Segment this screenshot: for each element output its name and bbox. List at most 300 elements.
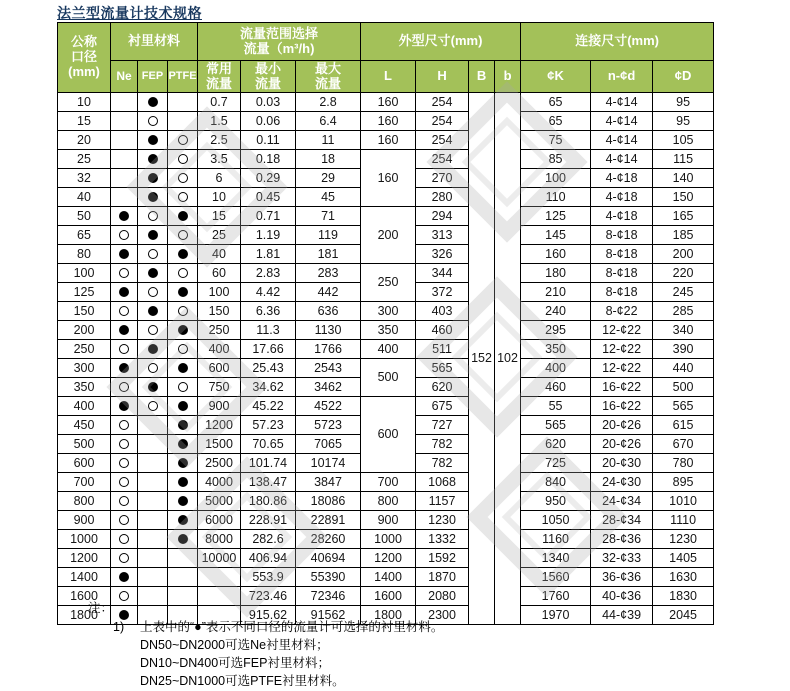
cell-dim-H: 372 (416, 283, 469, 302)
cell-dim-L: 300 (361, 302, 416, 321)
cell-normal-flow: 250 (198, 321, 241, 340)
cell-dim-H: 280 (416, 188, 469, 207)
filled-dot-icon (148, 382, 158, 392)
lining-fep-cell (138, 207, 168, 226)
open-dot-icon (119, 439, 129, 449)
cell-normal-flow: 3.5 (198, 150, 241, 169)
table-row (58, 207, 714, 226)
open-dot-icon (178, 173, 188, 183)
lining-ne-cell (111, 473, 138, 492)
lining-fep-cell (138, 530, 168, 549)
open-dot-icon (178, 135, 188, 145)
cell-max-flow: 3847 (296, 473, 361, 492)
note-line-1: 上表中的“●”表示不同口径的流量计可选择的衬里材料。 (140, 620, 444, 634)
cell-conn-D: 895 (653, 473, 714, 492)
cell-nominal-diameter: 65 (58, 226, 111, 245)
cell-normal-flow: 1200 (198, 416, 241, 435)
cell-min-flow: 1.19 (241, 226, 296, 245)
cell-conn-K: 65 (521, 93, 591, 112)
cell-normal-flow: 100 (198, 283, 241, 302)
filled-dot-icon (148, 97, 158, 107)
cell-conn-K: 1050 (521, 511, 591, 530)
cell-max-flow: 119 (296, 226, 361, 245)
header-normal-flow-line1: 常用 (205, 60, 232, 76)
cell-normal-flow: 750 (198, 378, 241, 397)
lining-ne-cell (111, 321, 138, 340)
cell-max-flow: 283 (296, 264, 361, 283)
lining-ptfe-cell (168, 93, 198, 112)
cell-conn-D: 340 (653, 321, 714, 340)
header-lining-ptfe: PTFE (168, 61, 198, 93)
lining-ptfe-cell (168, 302, 198, 321)
cell-max-flow: 45 (296, 188, 361, 207)
cell-min-flow: 11.3 (241, 321, 296, 340)
cell-conn-D: 185 (653, 226, 714, 245)
lining-ne-cell (111, 378, 138, 397)
open-dot-icon (178, 154, 188, 164)
cell-conn-K: 210 (521, 283, 591, 302)
note-line-4: DN25~DN1000可选PTFE衬里材料。 (140, 674, 345, 688)
header-dn-line3: (mm) (68, 63, 100, 79)
lining-fep-cell (138, 549, 168, 568)
lining-ne-cell (111, 112, 138, 131)
lining-ptfe-cell (168, 207, 198, 226)
filled-dot-icon (119, 325, 129, 335)
lining-fep-cell (138, 93, 168, 112)
cell-dim-H: 727 (416, 416, 469, 435)
open-dot-icon (178, 306, 188, 316)
cell-max-flow: 28260 (296, 530, 361, 549)
cell-conn-nd: 4-¢14 (591, 150, 653, 169)
lining-ptfe-cell (168, 473, 198, 492)
cell-min-flow: 1.81 (241, 245, 296, 264)
lining-fep-cell (138, 435, 168, 454)
cell-conn-K: 350 (521, 340, 591, 359)
cell-conn-K: 620 (521, 435, 591, 454)
cell-min-flow: 0.45 (241, 188, 296, 207)
lining-ne-cell (111, 283, 138, 302)
open-dot-icon (119, 477, 129, 487)
open-dot-icon (119, 344, 129, 354)
filled-dot-icon (119, 249, 129, 259)
cell-min-flow: 282.6 (241, 530, 296, 549)
open-dot-icon (119, 306, 129, 316)
cell-min-flow: 0.18 (241, 150, 296, 169)
cell-conn-nd: 32-¢33 (591, 549, 653, 568)
cell-conn-nd: 8-¢18 (591, 226, 653, 245)
lining-fep-cell (138, 568, 168, 587)
open-dot-icon (178, 382, 188, 392)
header-row-subcolumns (58, 61, 714, 93)
cell-conn-K: 85 (521, 150, 591, 169)
table-row (58, 264, 714, 283)
cell-conn-K: 180 (521, 264, 591, 283)
header-row-groups (58, 23, 714, 61)
lining-ptfe-cell (168, 378, 198, 397)
cell-min-flow: 0.03 (241, 93, 296, 112)
lining-ptfe-cell (168, 169, 198, 188)
header-max-flow (296, 61, 361, 93)
cell-conn-nd: 8-¢22 (591, 302, 653, 321)
header-lining-fep: FEP (138, 61, 168, 93)
lining-fep-cell (138, 511, 168, 530)
lining-ptfe-cell (168, 397, 198, 416)
cell-normal-flow: 400 (198, 340, 241, 359)
table-row (58, 511, 714, 530)
cell-dim-L: 400 (361, 340, 416, 359)
header-lining-ne: Ne (111, 61, 138, 93)
header-dn-line1: 公称 (70, 34, 97, 50)
cell-conn-K: 1760 (521, 587, 591, 606)
open-dot-icon (178, 230, 188, 240)
open-dot-icon (148, 287, 158, 297)
lining-ne-cell (111, 93, 138, 112)
cell-dim-L: 160 (361, 93, 416, 112)
filled-dot-icon (148, 230, 158, 240)
lining-fep-cell (138, 131, 168, 150)
cell-dim-H: 254 (416, 93, 469, 112)
cell-dim-H: 1068 (416, 473, 469, 492)
cell-dim-L: 160 (361, 112, 416, 131)
note-line-2: DN50~DN2000可选Ne衬里材料； (140, 638, 329, 652)
open-dot-icon (119, 230, 129, 240)
lining-fep-cell (138, 359, 168, 378)
cell-min-flow: 45.22 (241, 397, 296, 416)
lining-fep-cell (138, 340, 168, 359)
cell-conn-D: 780 (653, 454, 714, 473)
header-conn-K: ¢K (521, 61, 591, 93)
open-dot-icon (178, 268, 188, 278)
lining-ptfe-cell (168, 568, 198, 587)
cell-nominal-diameter: 15 (58, 112, 111, 131)
header-dim-H: H (416, 61, 469, 93)
lining-ne-cell (111, 530, 138, 549)
lining-ne-cell (111, 188, 138, 207)
cell-conn-K: 950 (521, 492, 591, 511)
open-dot-icon (148, 211, 158, 221)
lining-ne-cell (111, 492, 138, 511)
cell-min-flow: 553.9 (241, 568, 296, 587)
cell-conn-K: 1160 (521, 530, 591, 549)
table-row (58, 492, 714, 511)
note-item-number: 1) (113, 620, 125, 634)
cell-conn-nd: 28-¢34 (591, 511, 653, 530)
filled-dot-icon (148, 173, 158, 183)
header-dn-line2: 口径 (70, 49, 97, 65)
table-row (58, 397, 714, 416)
filled-dot-icon (178, 363, 188, 373)
lining-fep-cell (138, 473, 168, 492)
cell-conn-D: 500 (653, 378, 714, 397)
notes-section (88, 599, 443, 690)
header-min-flow-line2: 流量 (254, 75, 281, 91)
lining-ne-cell (111, 150, 138, 169)
cell-conn-D: 670 (653, 435, 714, 454)
cell-conn-nd: 12-¢22 (591, 359, 653, 378)
cell-conn-nd: 24-¢34 (591, 492, 653, 511)
cell-max-flow: 10174 (296, 454, 361, 473)
lining-ne-cell (111, 245, 138, 264)
open-dot-icon (148, 363, 158, 373)
cell-nominal-diameter: 450 (58, 416, 111, 435)
cell-normal-flow: 25 (198, 226, 241, 245)
cell-min-flow: 0.29 (241, 169, 296, 188)
lining-ne-cell (111, 131, 138, 150)
cell-conn-D: 565 (653, 397, 714, 416)
lining-ptfe-cell (168, 492, 198, 511)
cell-max-flow: 72346 (296, 587, 361, 606)
lining-ptfe-cell (168, 454, 198, 473)
open-dot-icon (119, 420, 129, 430)
header-dim-B: B (469, 61, 495, 93)
cell-max-flow: 22891 (296, 511, 361, 530)
lining-ptfe-cell (168, 530, 198, 549)
cell-min-flow: 25.43 (241, 359, 296, 378)
cell-conn-K: 1970 (521, 606, 591, 625)
table-row (58, 530, 714, 549)
cell-dim-H: 565 (416, 359, 469, 378)
cell-dim-H: 403 (416, 302, 469, 321)
cell-dim-L: 1400 (361, 568, 416, 587)
filled-dot-icon (119, 211, 129, 221)
cell-nominal-diameter: 300 (58, 359, 111, 378)
cell-min-flow: 6.36 (241, 302, 296, 321)
cell-min-flow: 723.46 (241, 587, 296, 606)
cell-dim-L: 160 (361, 150, 416, 207)
cell-dim-H: 326 (416, 245, 469, 264)
header-max-flow-line1: 最大 (315, 60, 342, 76)
filled-dot-icon (148, 135, 158, 145)
lining-fep-cell (138, 245, 168, 264)
table-row (58, 131, 714, 150)
cell-dim-H: 1157 (416, 492, 469, 511)
cell-min-flow: 4.42 (241, 283, 296, 302)
table-row (58, 549, 714, 568)
cell-max-flow: 18 (296, 150, 361, 169)
cell-normal-flow: 2.5 (198, 131, 241, 150)
cell-dim-H: 294 (416, 207, 469, 226)
cell-conn-D: 220 (653, 264, 714, 283)
cell-conn-D: 200 (653, 245, 714, 264)
cell-dim-L: 1600 (361, 587, 416, 606)
cell-conn-K: 55 (521, 397, 591, 416)
cell-conn-nd: 24-¢30 (591, 473, 653, 492)
cell-max-flow: 1766 (296, 340, 361, 359)
cell-dim-L: 1000 (361, 530, 416, 549)
cell-conn-D: 1630 (653, 568, 714, 587)
cell-min-flow: 180.86 (241, 492, 296, 511)
cell-conn-nd: 28-¢36 (591, 530, 653, 549)
header-conn-D: ¢D (653, 61, 714, 93)
table-row (58, 112, 714, 131)
table-row (58, 340, 714, 359)
cell-conn-nd: 44-¢39 (591, 606, 653, 625)
cell-conn-nd: 4-¢18 (591, 169, 653, 188)
header-conn-nd: n-¢d (591, 61, 653, 93)
header-dim-L: L (361, 61, 416, 93)
cell-normal-flow: 10000 (198, 549, 241, 568)
lining-ptfe-cell (168, 340, 198, 359)
cell-conn-D: 95 (653, 93, 714, 112)
spec-table-header (58, 23, 714, 93)
cell-nominal-diameter: 400 (58, 397, 111, 416)
lining-ne-cell (111, 416, 138, 435)
cell-nominal-diameter: 125 (58, 283, 111, 302)
cell-conn-K: 145 (521, 226, 591, 245)
cell-normal-flow: 600 (198, 359, 241, 378)
lining-ptfe-cell (168, 359, 198, 378)
lining-ne-cell (111, 264, 138, 283)
lining-fep-cell (138, 378, 168, 397)
lining-ptfe-cell (168, 549, 198, 568)
cell-nominal-diameter: 1200 (58, 549, 111, 568)
cell-conn-D: 150 (653, 188, 714, 207)
lining-ptfe-cell (168, 264, 198, 283)
cell-normal-flow: 60 (198, 264, 241, 283)
cell-min-flow: 138.47 (241, 473, 296, 492)
cell-conn-K: 65 (521, 112, 591, 131)
cell-dim-H: 1870 (416, 568, 469, 587)
lining-fep-cell (138, 321, 168, 340)
cell-max-flow: 40694 (296, 549, 361, 568)
note-line-3: DN10~DN400可选FEP衬里材料； (140, 656, 330, 670)
filled-dot-icon (119, 363, 129, 373)
cell-conn-nd: 40-¢36 (591, 587, 653, 606)
cell-normal-flow: 10 (198, 188, 241, 207)
cell-max-flow: 2.8 (296, 93, 361, 112)
cell-conn-nd: 36-¢36 (591, 568, 653, 587)
cell-max-flow: 71 (296, 207, 361, 226)
cell-min-flow: 0.71 (241, 207, 296, 226)
open-dot-icon (119, 458, 129, 468)
header-dim-b: b (495, 61, 521, 93)
cell-dim-L: 700 (361, 473, 416, 492)
spec-table (57, 22, 714, 625)
cell-conn-D: 1010 (653, 492, 714, 511)
open-dot-icon (119, 268, 129, 278)
lining-fep-cell (138, 188, 168, 207)
cell-nominal-diameter: 1000 (58, 530, 111, 549)
cell-max-flow: 4522 (296, 397, 361, 416)
lining-ne-cell (111, 454, 138, 473)
cell-conn-D: 105 (653, 131, 714, 150)
lining-fep-cell (138, 492, 168, 511)
lining-ne-cell (111, 359, 138, 378)
cell-nominal-diameter: 800 (58, 492, 111, 511)
filled-dot-icon (178, 439, 188, 449)
cell-min-flow: 228.91 (241, 511, 296, 530)
cell-nominal-diameter: 80 (58, 245, 111, 264)
header-max-flow-line2: 流量 (315, 75, 342, 91)
cell-conn-D: 140 (653, 169, 714, 188)
open-dot-icon (148, 325, 158, 335)
note-item-1 (113, 618, 443, 690)
cell-nominal-diameter: 1400 (58, 568, 111, 587)
lining-ne-cell (111, 397, 138, 416)
cell-conn-K: 1560 (521, 568, 591, 587)
cell-dim-H: 782 (416, 435, 469, 454)
cell-nominal-diameter: 40 (58, 188, 111, 207)
cell-max-flow: 7065 (296, 435, 361, 454)
cell-min-flow: 406.94 (241, 549, 296, 568)
lining-ptfe-cell (168, 245, 198, 264)
lining-fep-cell (138, 112, 168, 131)
cell-conn-nd: 20-¢26 (591, 435, 653, 454)
cell-conn-nd: 8-¢18 (591, 264, 653, 283)
filled-dot-icon (178, 534, 188, 544)
cell-conn-D: 285 (653, 302, 714, 321)
cell-normal-flow: 1500 (198, 435, 241, 454)
header-normal-flow-line2: 流量 (205, 75, 232, 91)
cell-max-flow: 442 (296, 283, 361, 302)
filled-dot-icon (178, 325, 188, 335)
filled-dot-icon (119, 572, 129, 582)
cell-conn-nd: 4-¢14 (591, 131, 653, 150)
lining-fep-cell (138, 454, 168, 473)
table-row (58, 568, 714, 587)
cell-nominal-diameter: 10 (58, 93, 111, 112)
filled-dot-icon (178, 458, 188, 468)
filled-dot-icon (178, 287, 188, 297)
cell-dim-L: 500 (361, 359, 416, 397)
cell-conn-D: 165 (653, 207, 714, 226)
cell-nominal-diameter: 250 (58, 340, 111, 359)
table-row (58, 359, 714, 378)
cell-min-flow: 70.65 (241, 435, 296, 454)
page-title: 法兰型流量计技术规格 (57, 5, 202, 21)
cell-conn-D: 615 (653, 416, 714, 435)
open-dot-icon (178, 344, 188, 354)
lining-ne-cell (111, 207, 138, 226)
table-row (58, 93, 714, 112)
cell-conn-nd: 4-¢14 (591, 112, 653, 131)
cell-conn-nd: 4-¢18 (591, 188, 653, 207)
cell-normal-flow: 8000 (198, 530, 241, 549)
cell-dim-H: 254 (416, 150, 469, 169)
cell-max-flow: 181 (296, 245, 361, 264)
lining-ne-cell (111, 511, 138, 530)
cell-conn-D: 390 (653, 340, 714, 359)
lining-ptfe-cell (168, 416, 198, 435)
filled-dot-icon (148, 154, 158, 164)
cell-dim-H: 1592 (416, 549, 469, 568)
header-connection-dimensions: 连接尺寸(mm) (521, 23, 714, 61)
cell-dim-H: 270 (416, 169, 469, 188)
cell-conn-K: 460 (521, 378, 591, 397)
header-flow-range-group (198, 23, 361, 61)
table-row (58, 302, 714, 321)
cell-max-flow: 18086 (296, 492, 361, 511)
cell-conn-K: 100 (521, 169, 591, 188)
cell-conn-nd: 16-¢22 (591, 397, 653, 416)
table-row (58, 321, 714, 340)
cell-conn-D: 245 (653, 283, 714, 302)
header-nominal-diameter (58, 23, 111, 93)
cell-conn-D: 115 (653, 150, 714, 169)
cell-conn-K: 295 (521, 321, 591, 340)
cell-conn-nd: 20-¢26 (591, 416, 653, 435)
cell-max-flow: 3462 (296, 378, 361, 397)
cell-dim-H: 460 (416, 321, 469, 340)
cell-dim-H: 511 (416, 340, 469, 359)
cell-dim-H: 782 (416, 454, 469, 473)
cell-conn-D: 1405 (653, 549, 714, 568)
cell-nominal-diameter: 500 (58, 435, 111, 454)
cell-normal-flow: 2500 (198, 454, 241, 473)
cell-conn-D: 1110 (653, 511, 714, 530)
header-flow-line2: 流量（m³/h) (243, 40, 315, 56)
lining-fep-cell (138, 302, 168, 321)
